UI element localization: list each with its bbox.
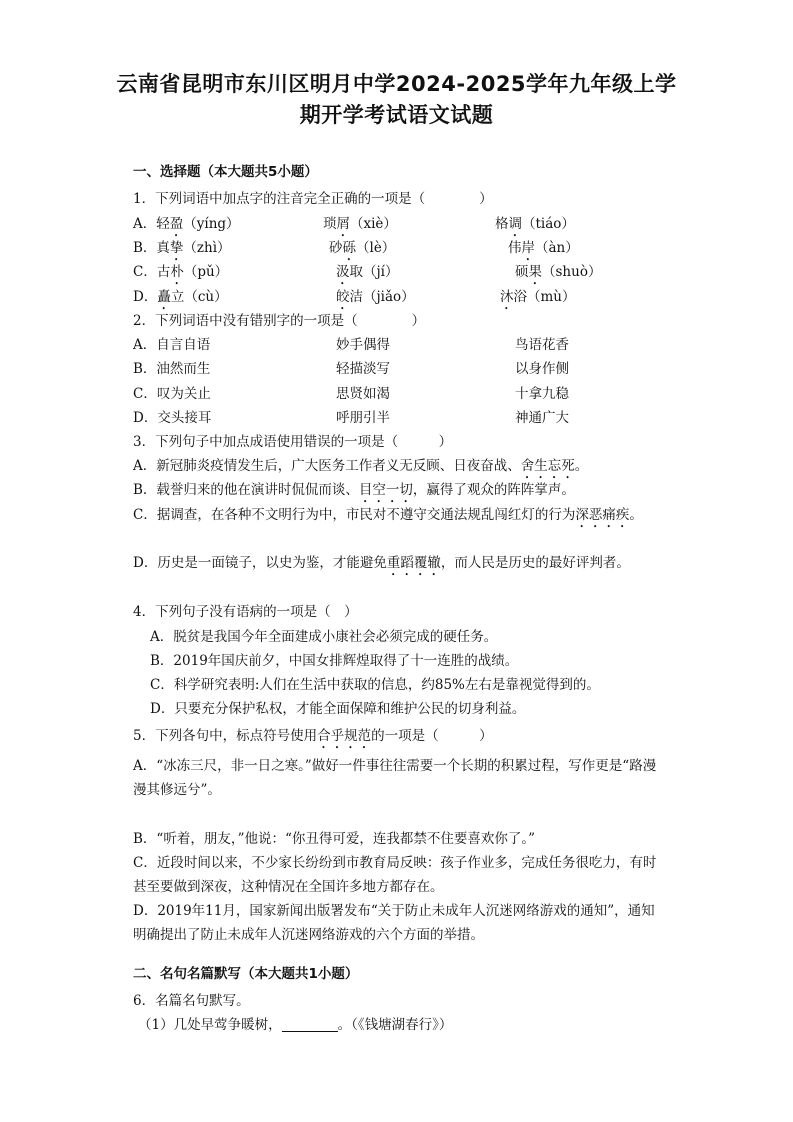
question-4-option-b: B．2019年国庆前夕，中国女排辉煌取得了十一连胜的战绩。 xyxy=(150,653,519,669)
question-2-option-b-word2: 轻描淡写 xyxy=(336,361,390,377)
exam-title-line1: 云南省昆明市东川区明月中学2024-2025学年九年级上学 xyxy=(116,72,677,96)
question-1-option-d: D．矗立（cù） xyxy=(133,289,228,305)
question-1-option-a-word3: 格调（tiáo） xyxy=(495,216,575,232)
section-heading-recitation: 二、名句名篇默写（本大题共1小题） xyxy=(133,966,359,982)
question-3-option-b: B．载誉归来的他在演讲时侃侃而谈、目空一切，赢得了观众的阵阵掌声。 xyxy=(133,482,575,498)
question-4-stem: 4．下列句子没有语病的一项是（ ） xyxy=(133,604,358,620)
question-5-option-a: A．“冰冻三尺，非一日之寒。”做好一件事往往需要一个长期的积累过程，写作更是“路漫漫其修远兮”。 xyxy=(133,758,657,798)
question-2-option-d-word2: 呼朋引半 xyxy=(336,410,390,426)
question-4-option-a: A．脱贫是我国今年全面建成小康社会必须完成的硬任务。 xyxy=(150,629,498,645)
question-2-option-a-word3: 鸟语花香 xyxy=(515,337,569,353)
question-5-stem: 5．下列各句中，标点符号使用合乎规范的一项是（ ） xyxy=(133,728,493,744)
question-1-option-b: B．真挚（zhì） xyxy=(133,240,231,256)
question-1-option-b-word3: 伟岸（àn） xyxy=(508,240,579,256)
question-1-option-d-word2: 皎洁（jiǎo） xyxy=(336,289,415,305)
question-5-option-c: C．近段时间以来，不少家长纷纷到市教育局反映：孩子作业多，完成任务很吃力，有时甚至要做到深夜，这种情况在全国许多地方都存在。 xyxy=(133,855,657,895)
question-2-option-b-word3: 以身作侧 xyxy=(515,361,569,377)
question-1-option-d-word3: 沐浴（mù） xyxy=(500,289,576,305)
question-2-option-d-word3: 神通广大 xyxy=(515,410,569,426)
answer-blank[interactable] xyxy=(282,1017,338,1032)
question-3-option-c: C．据调查，在各种不文明行为中，市民对不遵守交通法规乱闯红灯的行为深恶痛疾。 xyxy=(133,507,643,523)
question-2-option-c-word2: 思贤如渴 xyxy=(336,386,390,402)
question-2-option-a-word2: 妙手偶得 xyxy=(336,337,390,353)
question-3-stem: 3．下列句子中加点成语使用错误的一项是（ ） xyxy=(133,434,453,450)
question-1-option-a-word2: 琐屑（xiè） xyxy=(323,216,397,232)
question-4-option-d: D．只要充分保护私权，才能全面保障和维护公民的切身利益。 xyxy=(150,701,526,717)
question-1-stem: 1．下列词语中加点字的注音完全正确的一项是（ ） xyxy=(133,191,493,207)
question-2-option-b: B．油然而生 xyxy=(133,361,211,377)
question-2-option-c-word3: 十拿九稳 xyxy=(515,386,569,402)
question-2-option-c: C．叹为关止 xyxy=(133,386,211,402)
question-1-option-a: A．轻盈（yíng） xyxy=(133,216,240,232)
question-2-option-a: A．自言自语 xyxy=(133,337,211,353)
question-4-option-c: C．科学研究表明:人们在生活中获取的信息，约85%左右是靠视觉得到的。 xyxy=(150,677,600,693)
question-3-option-d: D．历史是一面镜子，以史为鉴，才能避免重蹈覆辙，而人民是历史的最好评判者。 xyxy=(133,555,630,571)
exam-title-line2: 期开学考试语文试题 xyxy=(299,103,494,127)
question-6-stem: 6．名篇名句默写。 xyxy=(133,993,250,1009)
question-1-option-c: C．古朴（pǔ） xyxy=(133,264,229,280)
question-3-option-a: A．新冠肺炎疫情发生后，广大医务工作者义无反顾、日夜奋战、舍生忘死。 xyxy=(133,458,589,474)
question-1-option-c-word3: 硕果（shuò） xyxy=(515,264,602,280)
section-heading-choice: 一、选择题（本大题共5小题） xyxy=(133,164,318,180)
question-6-item-1: （1）几处早莺争暖树， 。（《钱塘湖春行》） xyxy=(138,1017,453,1033)
question-1-option-c-word2: 汲取（jí） xyxy=(336,264,399,280)
question-5-option-d: D．2019年11月，国家新闻出版署发布“关于防止未成年人沉迷网络游戏的通知”，通知明确提出了防止未成年人沉迷网络游戏的六个方面的举措。 xyxy=(133,903,655,943)
question-2-option-d: D．交头接耳 xyxy=(133,410,212,426)
question-1-option-b-word2: 砂砾（lè） xyxy=(329,240,396,256)
question-5-option-b: B．“听着，朋友，”他说：“你丑得可爱，连我都禁不住要喜欢你了。” xyxy=(133,831,536,847)
question-2-stem: 2．下列词语中没有错别字的一项是（ ） xyxy=(133,313,426,329)
